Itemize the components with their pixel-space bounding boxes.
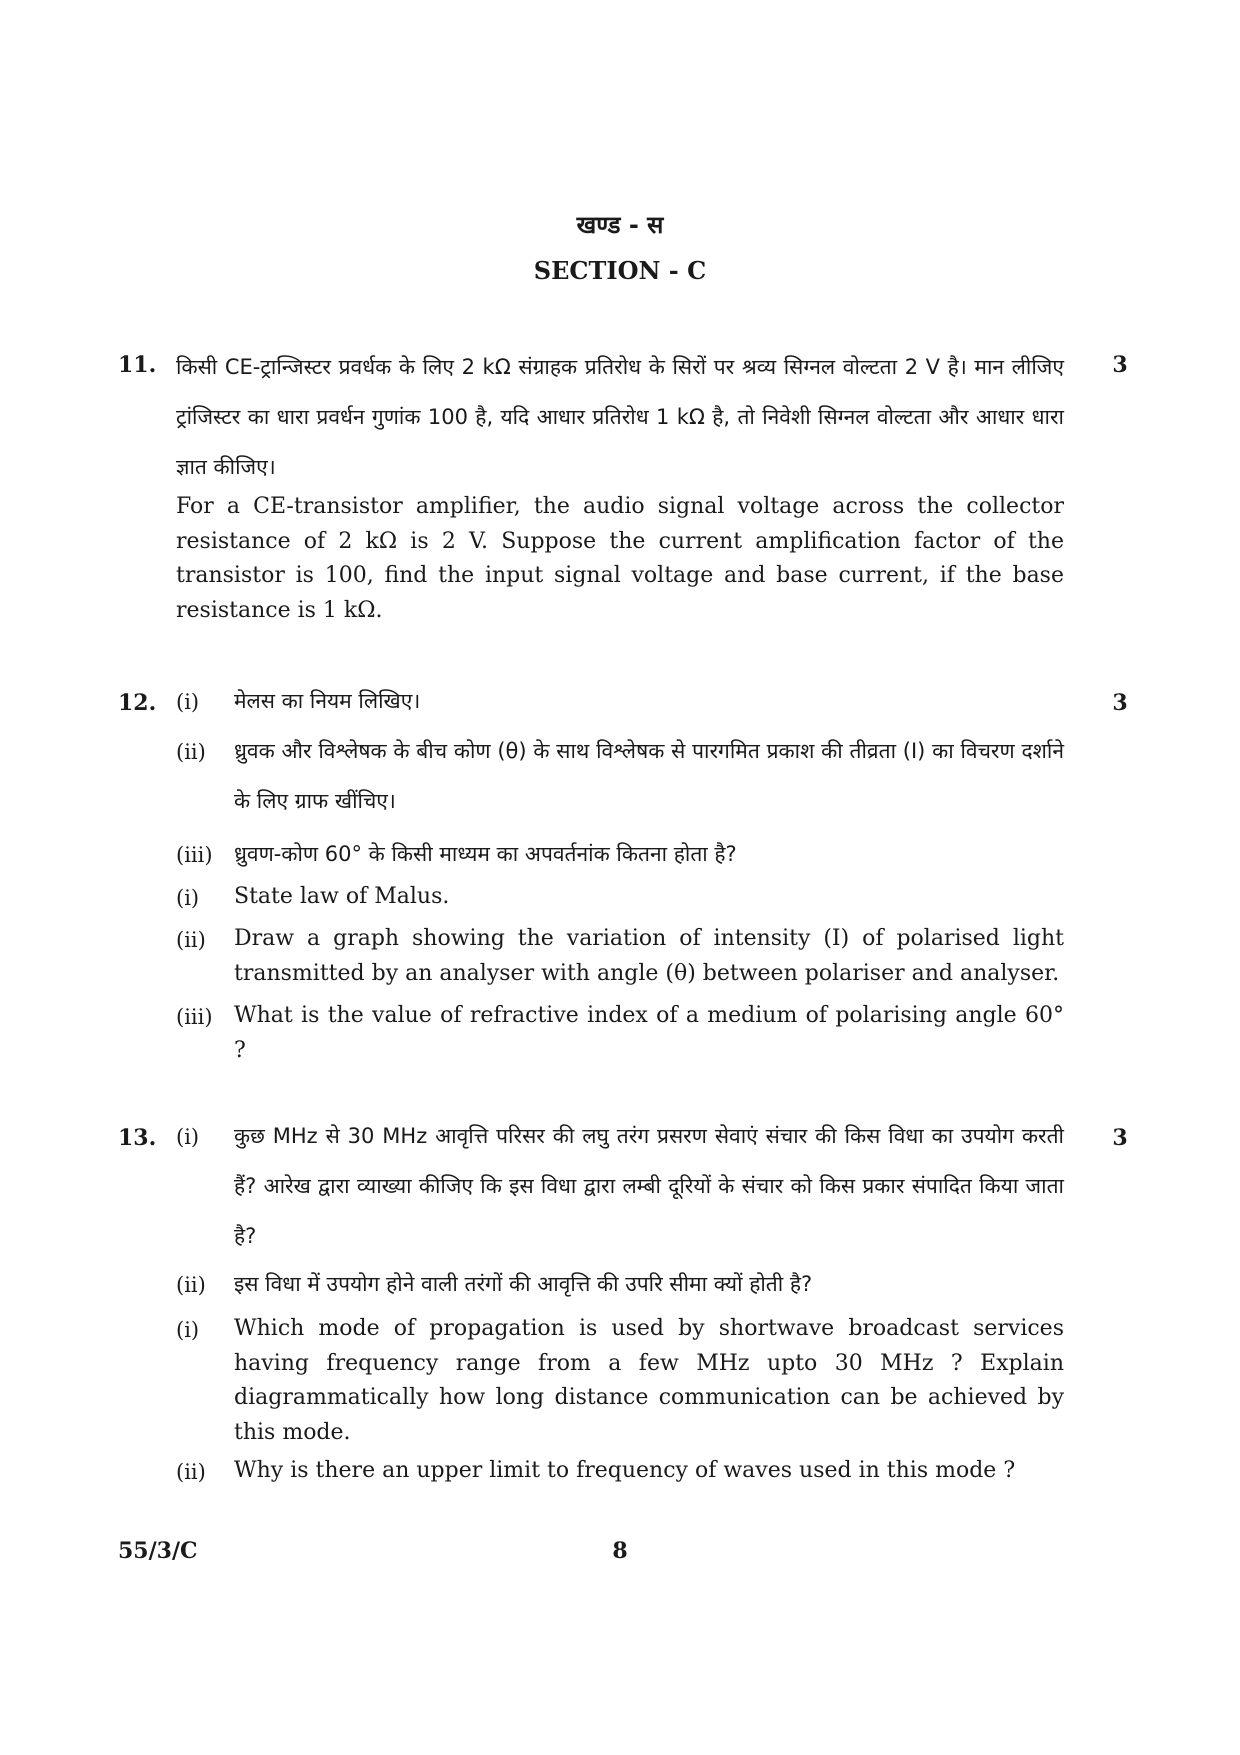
part-label: (ii) — [176, 1273, 206, 1297]
question-text-hindi: किसी CE-ट्रान्जिस्टर प्रवर्धक के लिए 2 kΩ संग्राहक प्रतिरोध के सिरों पर श्रव्य सिग्नल वोल्टता 2 V है। मान लीजिए ट्रांजिस्टर का धारा प्रवर्धन गुणांक 100 है, यदि आधार प्रतिरोध 1 kΩ है, तो निवेशी सिग्नल वोल्टता और आधार धारा ज्ञात कीजिए। — [176, 355, 1064, 479]
part-text-english: Draw a graph showing the variation of intensity (I) of polarised light transmitted by an analyser with angle (θ) between polariser and analyser. — [234, 926, 1064, 986]
part-label: (iii) — [176, 1005, 213, 1029]
section-title-english: SECTION - C — [533, 256, 707, 285]
part-label: (ii) — [176, 740, 206, 764]
section-title-hindi: खण्ड - स — [576, 211, 664, 239]
part-label: (i) — [176, 1125, 200, 1149]
page-number: 8 — [612, 1538, 628, 1564]
part-text-english: What is the value of refractive index of a medium of polarising angle 60° ? — [234, 1003, 1064, 1063]
part-text-hindi: इस विधा में उपयोग होने वाली तरंगों की आवृत्ति की उपरि सीमा क्यों होती है? — [234, 1272, 813, 1296]
part-text-english: Why is there an upper limit to frequency of waves used in this mode ? — [234, 1458, 1016, 1483]
question-number: 13. — [118, 1125, 157, 1151]
part-text-english: Which mode of propagation is used by shortwave broadcast services having frequency range from a few MHz upto 30 MHz ? Explain diagrammatically how long distance communication can be achieved by this mode. — [234, 1316, 1064, 1445]
paper-code: 55/3/C — [118, 1538, 198, 1564]
part-label: (iii) — [176, 843, 213, 867]
question-number: 12. — [118, 690, 157, 716]
part-label: (i) — [176, 690, 200, 714]
question-marks: 3 — [1112, 1125, 1128, 1151]
part-label: (ii) — [176, 928, 206, 952]
question-marks: 3 — [1112, 352, 1128, 378]
part-label: (i) — [176, 1318, 200, 1342]
part-text-english: State law of Malus. — [234, 884, 450, 909]
part-text-hindi: मेलस का नियम लिखिए। — [234, 689, 421, 713]
part-text-hindi: ध्रुवक और विश्लेषक के बीच कोण (θ) के साथ विश्लेषक से पारगमित प्रकाश की तीव्रता (I) का विचरण दर्शाने के लिए ग्राफ खींचिए। — [234, 739, 1064, 813]
question-number: 11. — [118, 352, 157, 378]
question-marks: 3 — [1112, 690, 1128, 716]
part-text-hindi: कुछ MHz से 30 MHz आवृत्ति परिसर की लघु तरंग प्रसरण सेवाएं संचार की किस विधा का उपयोग करती हैं? आरेख द्वारा व्याख्या कीजिए कि इस विधा द्वारा लम्बी दूरियों के संचार को किस प्रकार संपादित किया जाता है? — [234, 1124, 1064, 1248]
part-text-hindi: ध्रुवण-कोण 60° के किसी माध्यम का अपवर्तनांक कितना होता है? — [234, 842, 737, 866]
part-label: (ii) — [176, 1460, 206, 1484]
question-text-english: For a CE-transistor amplifier, the audio signal voltage across the collector resistance of 2 kΩ is 2 V. Suppose the current amplification factor of the transistor is 100, find the input signal voltage and base current, if the base resistance is 1 kΩ. — [176, 494, 1064, 623]
part-label: (i) — [176, 886, 200, 910]
